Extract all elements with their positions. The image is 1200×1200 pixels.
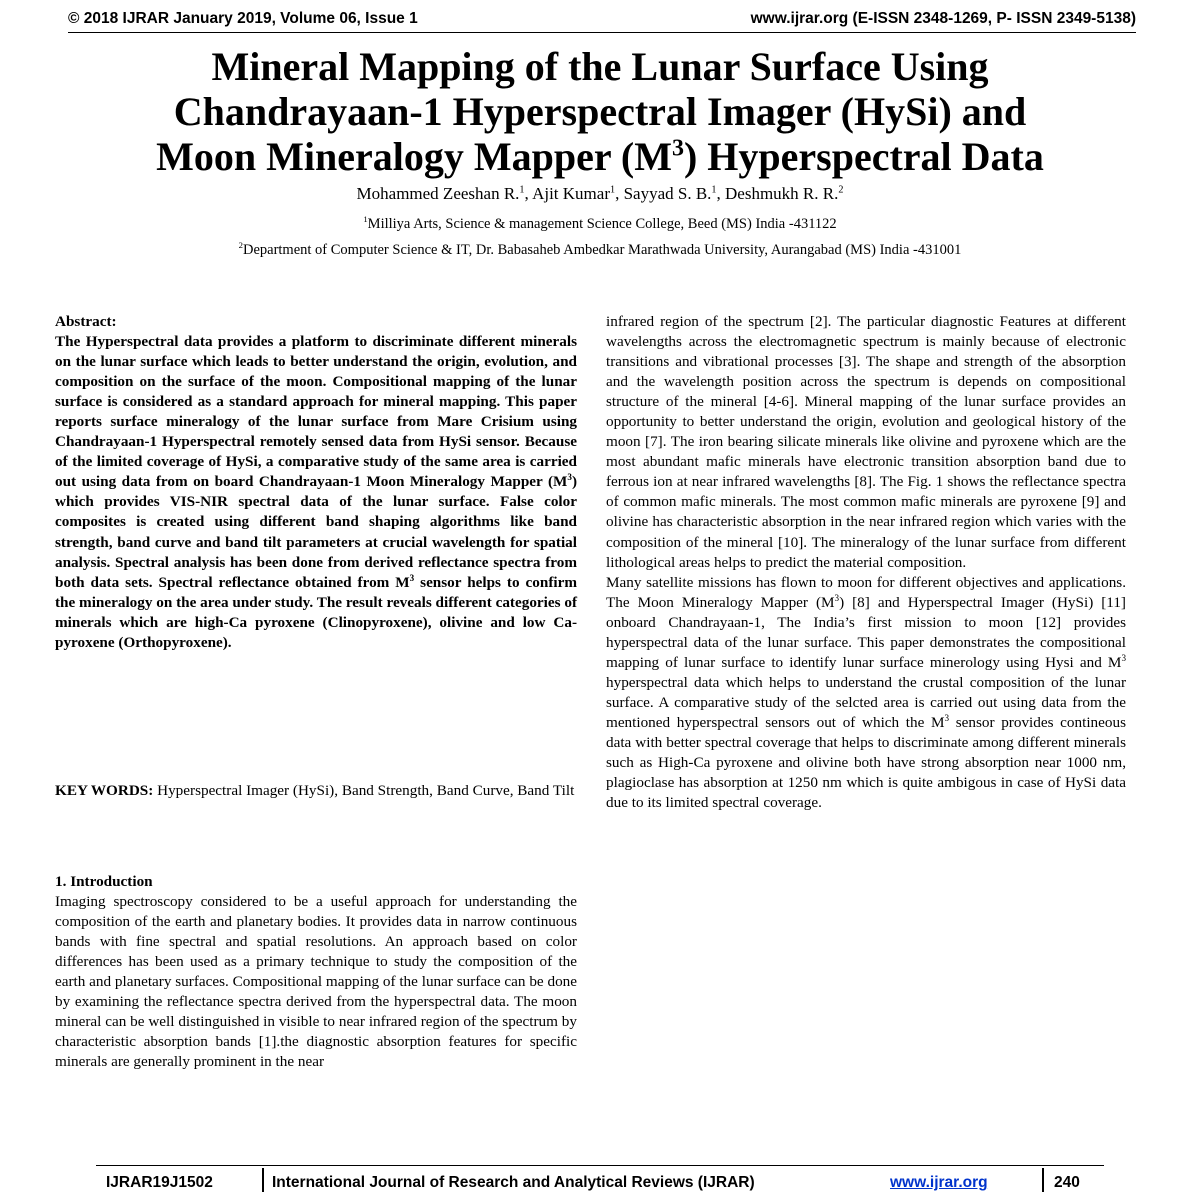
title-line-3-end: ) Hyperspectral Data (683, 134, 1044, 179)
abstract-text-3: sensor helps to confirm the mineralogy on the area under study. The result reveals different categories of minerals which are high-Ca pyroxene (Clinopyroxene), olivine and low Ca-pyroxene (Orthopyroxene). (55, 573, 577, 651)
title-superscript: 3 (671, 135, 684, 162)
header-journal-info: www.ijrar.org (E-ISSN 2348-1269, P- ISSN 2349-5138) (750, 10, 1136, 27)
right-column (606, 312, 1126, 813)
author-1-affiliation: 1 (519, 184, 525, 196)
author-3: , Sayyad S. B. (615, 184, 712, 203)
abstract (55, 312, 577, 653)
title-line-2: Chandrayaan-1 Hyperspectral Imager (HySi) and (173, 89, 1027, 134)
footer-divider (1042, 1168, 1044, 1192)
footer-page-number: 240 (1054, 1174, 1080, 1191)
footer-url-link[interactable]: www.ijrar.org (890, 1174, 988, 1191)
right-p2-text-3: hyperspectral data which helps to understand the crustal composition of the lunar surface. A comparative study of the selcted area is carried out using data from the mentioned hyperspectral sensors out of which the M (606, 673, 1126, 731)
right-p2-text-2: ) [8] and Hyperspectral Imager (HySi) [11] onboard Chandrayaan-1, The India’s first mission to moon [12] provides hyperspectral data of the lunar surface. This paper demonstrates the compositional mapping of lunar surface to identify lunar surface minerology using Hysi and M (606, 593, 1126, 671)
right-p2-text-1: Many satellite missions has flown to moon for different objectives and applications. The Moon Mineralogy Mapper (M (606, 573, 1126, 611)
affiliation-2 (0, 242, 1200, 259)
running-header (68, 10, 1136, 33)
right-p2-sup-3: 3 (944, 712, 950, 723)
affiliation-2-text: Department of Computer Science & IT, Dr. Babasaheb Ambedkar Marathwada University, Aurangabad (MS) India -431001 (242, 242, 962, 258)
header-issue-info: © 2018 IJRAR January 2019, Volume 06, Issue 1 (68, 10, 418, 27)
author-list (0, 184, 1200, 204)
abstract-text-1: The Hyperspectral data provides a platform to discriminate different minerals on the lunar surface which leads to better understand the origin, evolution, and composition on the surface of the moon. Compositional mapping of the lunar surface is considered as a standard approach for mineral mapping. This paper reports surface mineralogy of the lunar surface from Mare Crisium using Chandrayaan-1 Hyperspectral remotely sensed data from HySi sensor. Because of the limited coverage of HySi, a comparative study of the same area is carried out using data from on board Chandrayaan-1 Moon Mineralogy Mapper (M (55, 333, 577, 491)
abstract-sup-2: 3 (409, 572, 415, 583)
right-paragraph-1: infrared region of the spectrum [2]. The particular diagnostic Features at different wavelengths across the electromagnetic spectrum is mainly because of electronic transitions and vibrational processes [3]. The shape and strength of the absorption and the wavelength position across the spectrum is depends on compositional structure of the mineral [4-6]. Mineral mapping of the lunar surface provides an opportunity to better understand the origin, evolution and geological history of the moon [7]. The iron bearing silicate minerals like olivine and pyroxene which are the most abundant mafic minerals have electronic transition absorption band due to ferrous ion at near infrared wavelengths [8]. The Fig. 1 shows the reflectance spectra of common mafic minerals. The most common mafic minerals are pyroxene [9] and olivine has characteristic absorption in the near infrared region which varies with the composition of the mineral [10]. The mineralogy of the lunar surface from different lithological areas helps to predict the material composition. (606, 313, 1126, 571)
keywords-text: Hyperspectral Imager (HySi), Band Strength, Band Curve, Band Tilt (153, 782, 575, 799)
introduction-heading: 1. Introduction (55, 873, 153, 890)
author-3-affiliation: 1 (711, 184, 717, 196)
introduction-section (55, 872, 577, 1072)
page-footer (96, 1165, 1104, 1196)
author-2: , Ajit Kumar (524, 184, 610, 203)
footer-divider (262, 1168, 264, 1192)
affiliation-1-text: Milliya Arts, Science & management Science College, Beed (MS) India -431122 (367, 216, 837, 232)
right-p2-sup-1: 3 (834, 592, 840, 603)
paper-title (0, 44, 1200, 179)
right-paragraph-2 (606, 573, 1126, 814)
affiliation-1 (0, 216, 1200, 233)
right-p2-text-4: sensor provides contineous data with better spectral coverage that helps to discriminate among different minerals such as High-Ca pyroxene and olivine both have strong absorption near 1000 nm, plagioclase has absorption at 1250 nm which is quite ambigous in case of HySi data due to its limited spectral coverage. (606, 713, 1126, 812)
introduction-body: Imaging spectroscopy considered to be a useful approach for understanding the composition of the earth and planetary bodies. It provides data in narrow continuous bands with fine spectral and spatial resolutions. An approach based on color differences has been used as a primary technique to study the composition of the earth and planetary surfaces. Compositional mapping of the lunar surface can be done by examining the reflectance spectra derived from the hyperspectral data. The moon mineral can be well distinguished in visible to near infrared region of the spectrum by characteristic absorption bands [1].the diagnostic absorption features for specific minerals are generally prominent in the near (55, 893, 577, 1071)
abstract-text-2: ) which provides VIS-NIR spectral data of the lunar surface. False color composites is created using different band shaping algorithms like band strength, band curve and band tilt parameters at crucial wavelength for spatial analysis. Spectral analysis has been done from derived reflectance spectra from both data sets. Spectral reflectance obtained from M (55, 473, 577, 591)
author-4-affiliation: 2 (838, 184, 844, 196)
affiliation-1-marker: 1 (363, 214, 368, 225)
keywords-label: KEY WORDS: (55, 782, 154, 799)
keywords (55, 778, 577, 804)
abstract-body (55, 332, 577, 653)
author-2-affiliation: 1 (609, 184, 616, 196)
right-p2-sup-2: 3 (1121, 652, 1126, 663)
title-line-3 (0, 134, 1200, 179)
abstract-sup-1: 3 (567, 472, 572, 483)
author-4: , Deshmukh R. R. (716, 184, 839, 203)
affiliation-2-marker: 2 (238, 240, 243, 251)
author-1: Mohammed Zeeshan R. (356, 184, 520, 203)
title-line-3-start: Moon Mineralogy Mapper (M (156, 134, 672, 179)
abstract-heading: Abstract: (55, 313, 117, 330)
footer-journal: International Journal of Research and Analytical Reviews (IJRAR) (272, 1174, 755, 1191)
title-line-1: Mineral Mapping of the Lunar Surface Using (211, 44, 989, 89)
footer-paper-id: IJRAR19J1502 (106, 1174, 213, 1191)
